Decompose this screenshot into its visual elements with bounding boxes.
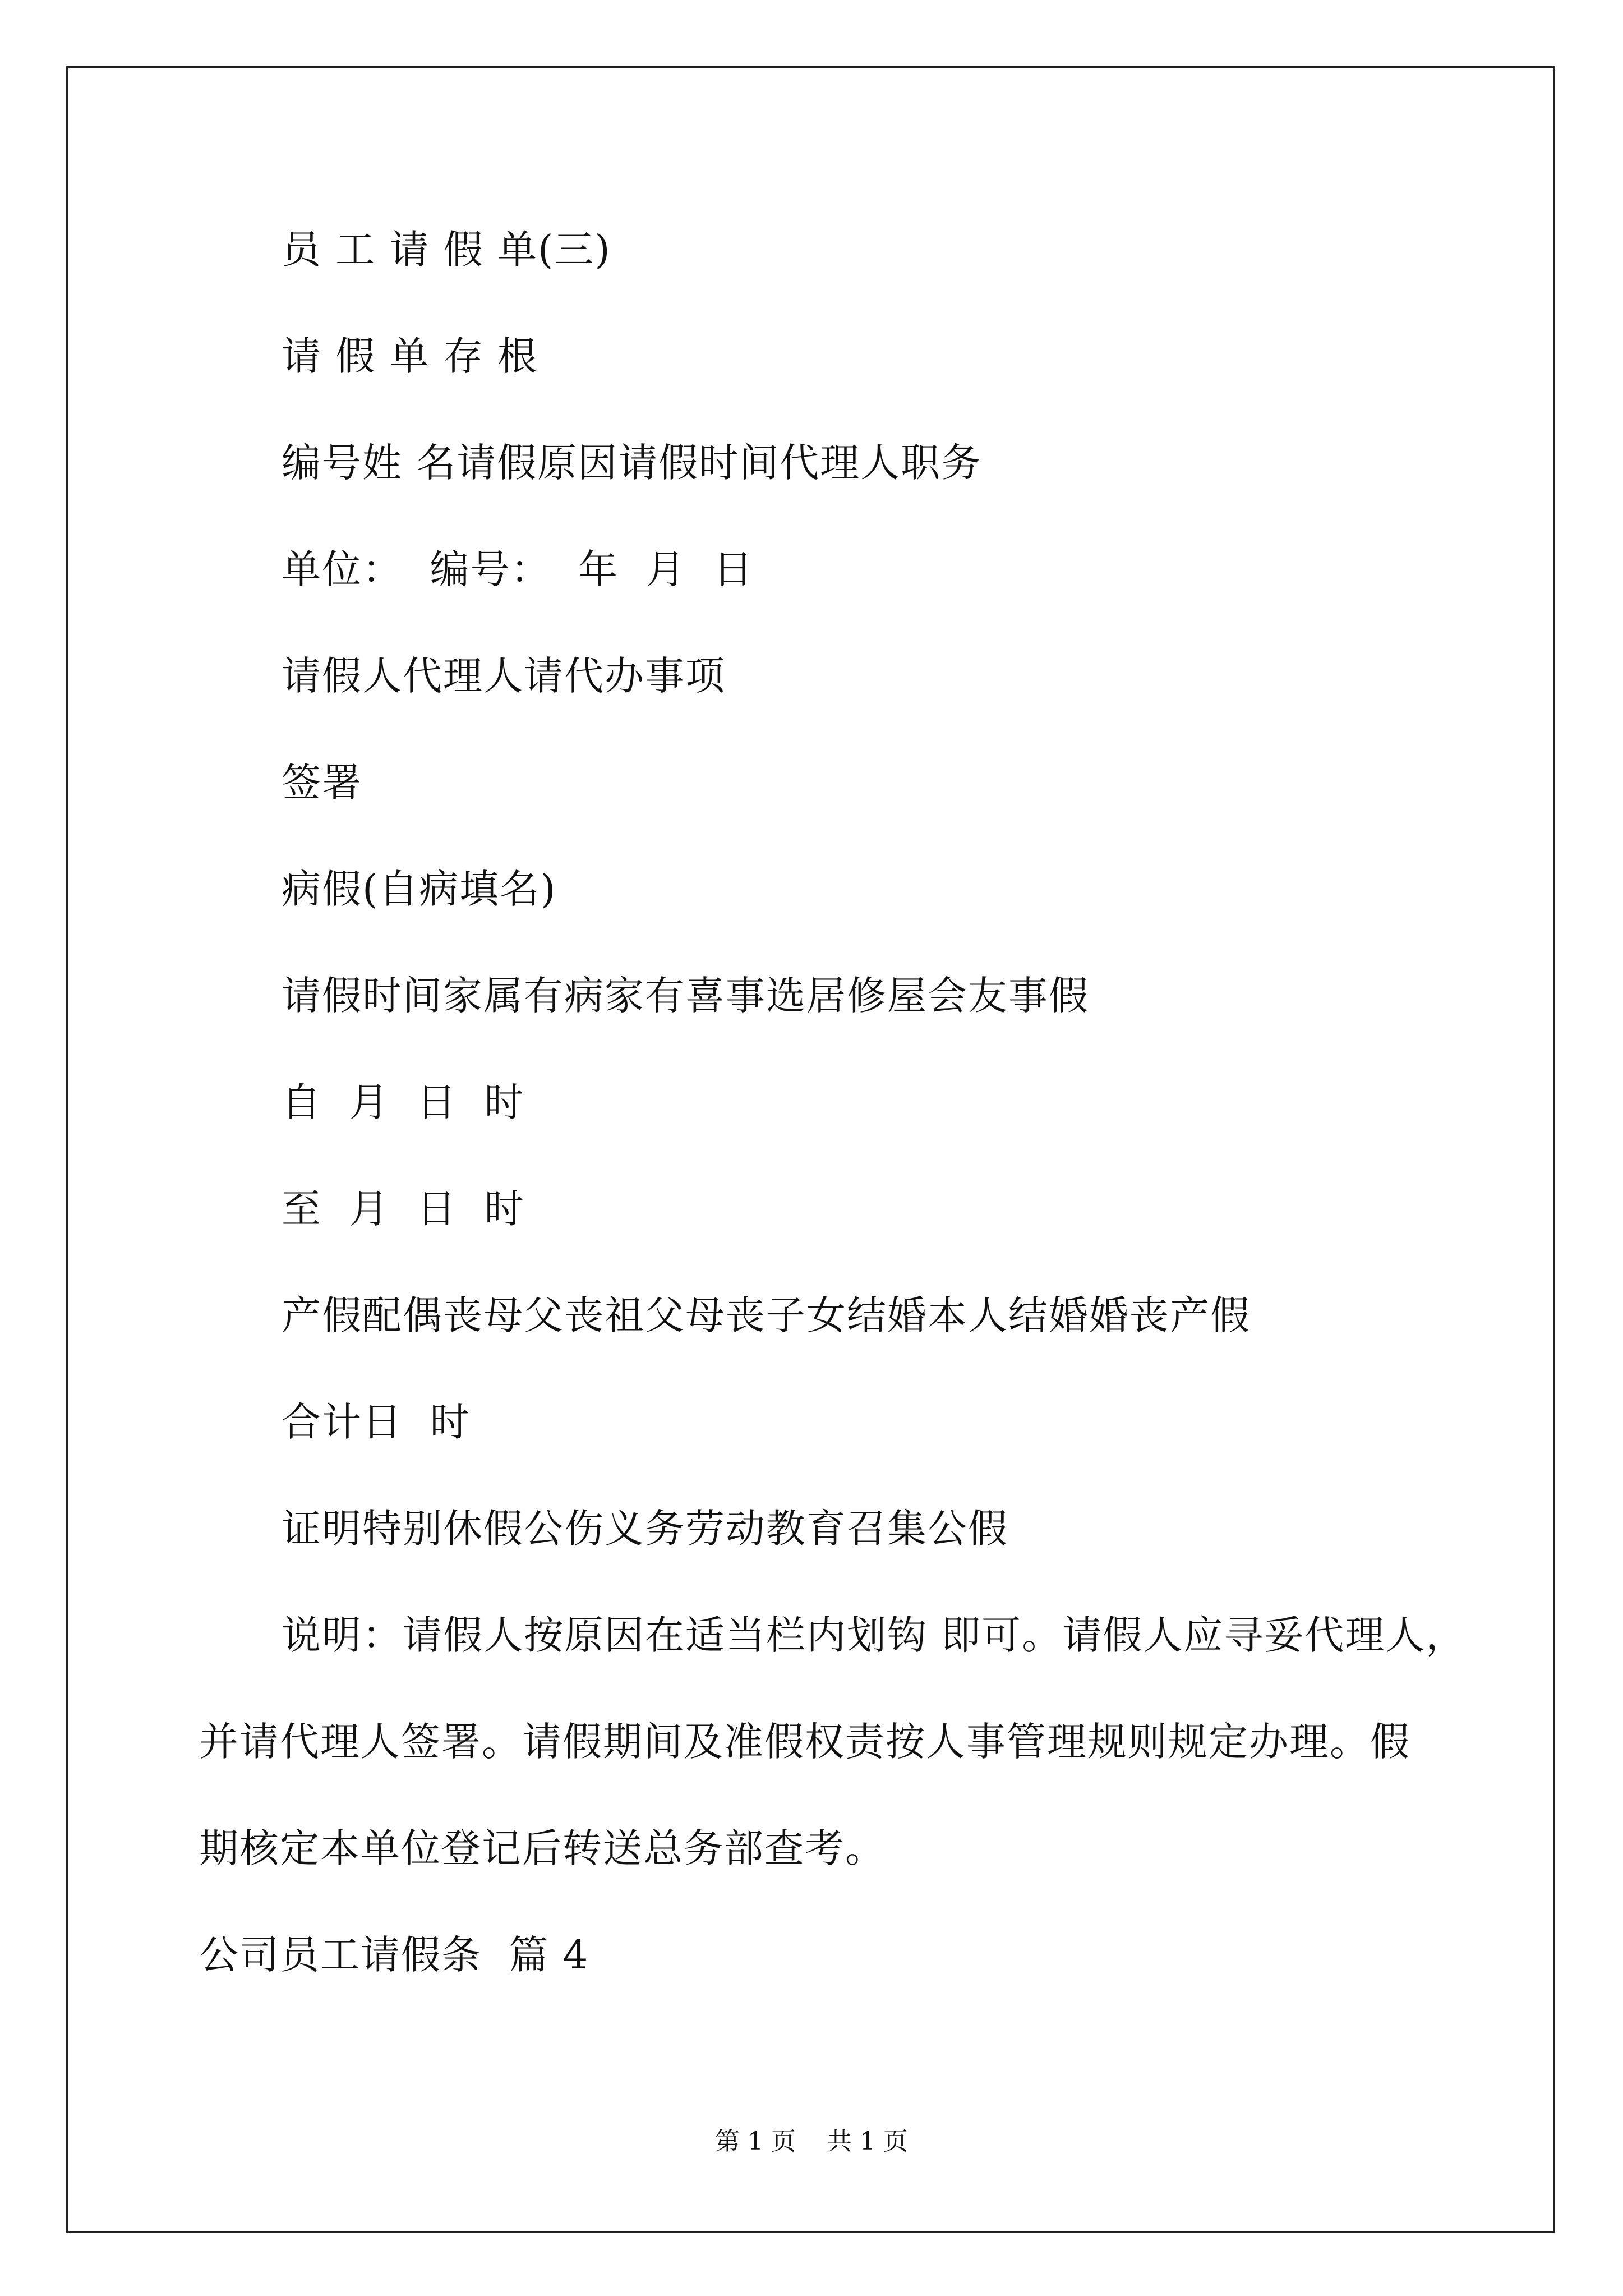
personal-leave-row: 请假时间家属有病家有喜事选居修屋会友事假 [282,973,1089,1019]
form-title: 员 工 请 假 单(三) [282,227,611,273]
signature-label: 签署 [282,760,362,806]
note-line-3: 期核定本单位登记后转送总务部查考。 [199,1825,886,1871]
stub-columns: 编号姓 名请假原因请假时间代理人职务 [282,440,982,486]
public-leave-row: 证明特别休假公伤义务劳动教育召集公假 [282,1506,1008,1552]
total-time: 合计日 时 [282,1399,471,1445]
special-leave-row: 产假配偶丧母父丧祖父母丧子女结婚本人结婚婚丧产假 [282,1292,1251,1338]
note-line-1: 说明：请假人按原因在适当栏内划钩 即可。请假人应寻妥代理人， [282,1612,1467,1658]
from-time: 自 月 日 时 [282,1079,525,1125]
to-time: 至 月 日 时 [282,1186,525,1232]
page-footer: 第 1 页 共 1 页 [715,2127,908,2156]
note-line-2: 并请代理人签署。请假期间及准假权责按人事管理规则规定办理。假 [199,1719,1410,1765]
applicant-agent-row: 请假人代理人请代办事项 [282,653,726,699]
stub-title: 请 假 单 存 根 [282,333,538,379]
section-heading: 公司员工请假条 篇 4 [199,1932,589,1978]
page-border [66,66,1555,2233]
sick-leave-row: 病假(自病填名) [282,866,557,912]
unit-number-date: 单位： 编号： 年 月 日 [282,546,754,592]
